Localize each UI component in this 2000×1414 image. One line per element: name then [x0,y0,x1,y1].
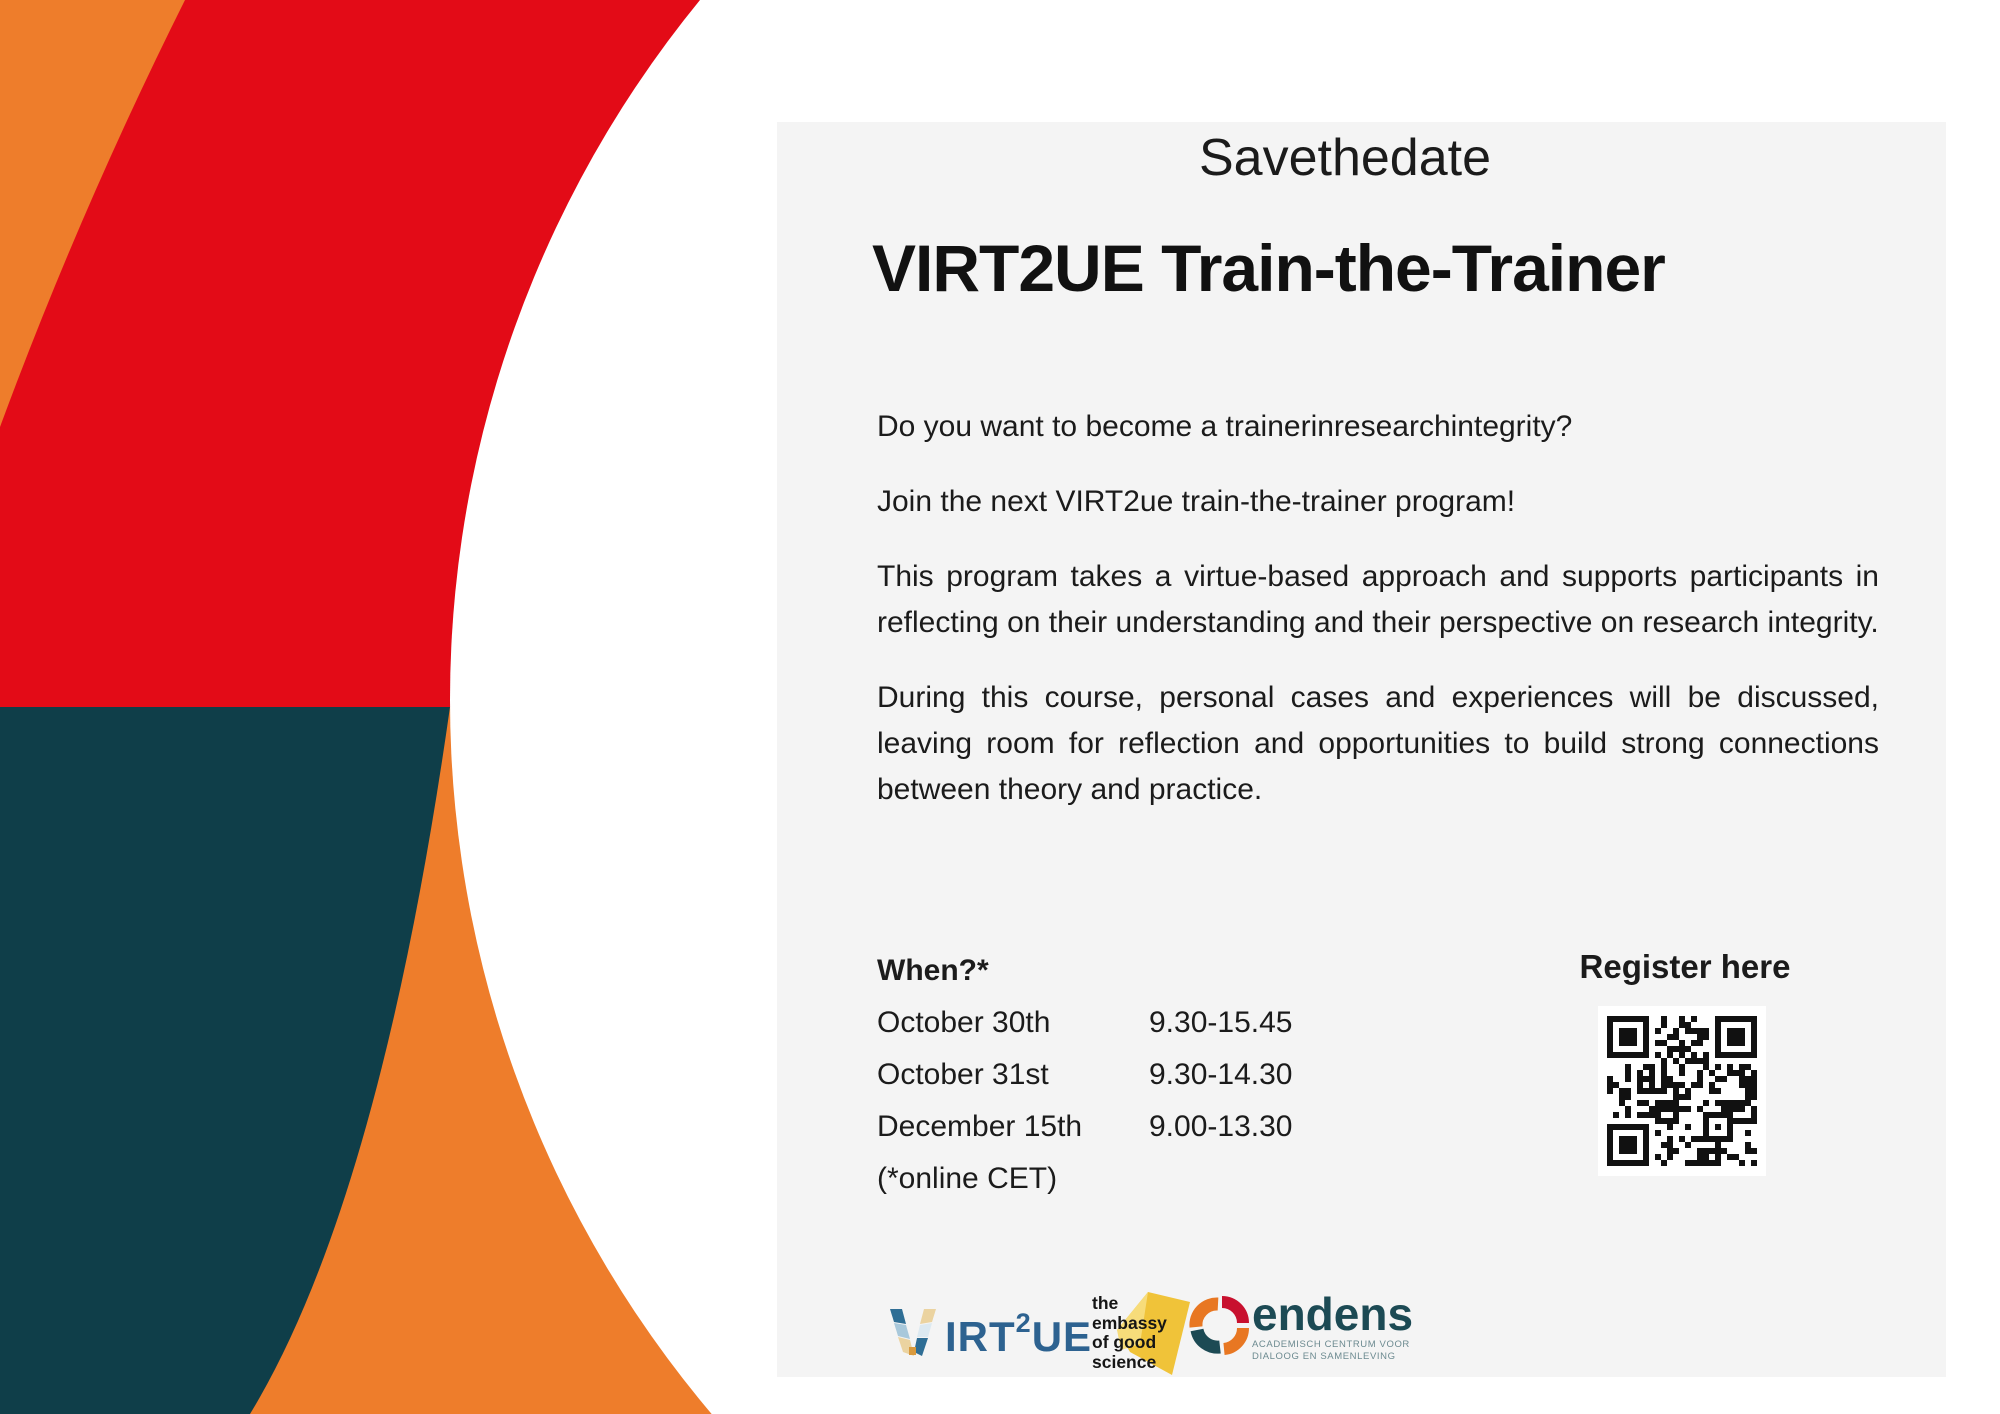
wordmark-part: UE [1031,1313,1093,1360]
schedule-date: October 30th [877,1006,1051,1039]
mosaic-tile [909,1347,916,1355]
schedule-time: 9.30-14.30 [1149,1058,1293,1091]
endens-text [1252,1288,1414,1362]
wordmark-sup: 2 [1015,1308,1032,1338]
embassy-line: the [1092,1293,1119,1313]
mosaic-tile [890,1309,906,1324]
embassy-line: of good [1092,1332,1157,1352]
schedule-date: December 15th [877,1110,1083,1143]
paragraph-course: During this course, personal cases and experiences will be discussed, leaving room for reflection and opportunities to build strong connections between theory and practice. [877,681,1879,806]
qr-code-image [1607,1016,1757,1166]
red-arc [1222,1302,1243,1323]
schedule-row [877,1049,1437,1101]
orange-arc [1196,1304,1218,1327]
mosaic-tile [917,1323,932,1337]
schedule-row [877,1101,1437,1153]
body-text [877,404,1879,842]
schedule-time: 9.00-13.30 [1149,1110,1293,1143]
schedule-block [877,945,1437,1205]
register-label: Register here [1579,948,1791,985]
paragraph-invite: Join the next VIRT2ue train-the-trainer program! [877,485,1516,518]
schedule-time: 9.30-15.45 [1149,1006,1293,1039]
mosaic-tile [914,1338,928,1356]
kicker-text: Savethedate [1198,129,1492,187]
virt2ue-wordmark [945,1308,1093,1361]
schedule-note: (*online CET) [877,1162,1058,1195]
schedule-date: October 31st [877,1058,1049,1091]
virt2ue-v-icon [887,1306,939,1360]
virt2ue-logo [887,1306,1092,1361]
embassy-text [1092,1294,1167,1372]
endens-name: endens [1252,1288,1414,1340]
endens-subtitle-line: DIALOOG EN SAMENLEVING [1252,1350,1396,1362]
wordmark-part: IRT [945,1313,1016,1360]
qr-code [1598,1006,1766,1176]
endens-logo [1186,1288,1414,1362]
page-title: VIRT2UE Train-the-Trainer [872,231,1665,305]
schedule-heading: When?* [877,954,989,987]
embassy-line: science [1092,1351,1157,1372]
paragraph-program: This program takes a virtue-based approach and supports participants in reflecting on their understanding and their perspective on research integrity. [877,560,1879,639]
endens-subtitle-line: ACADEMISCH CENTRUM VOOR [1252,1339,1410,1350]
schedule-row [877,997,1437,1049]
paragraph-question: Do you want to become a trainerinresearchintegrity? [877,410,1573,443]
endens-subtitle [1252,1339,1413,1362]
mosaic-tile [894,1323,910,1339]
teal-arc [1197,1330,1220,1347]
endens-knot-icon [1186,1294,1250,1358]
embassy-logo [1088,1288,1198,1388]
orange-arc [1224,1328,1243,1349]
mosaic-tile [920,1309,936,1324]
embassy-line: embassy [1092,1312,1167,1333]
